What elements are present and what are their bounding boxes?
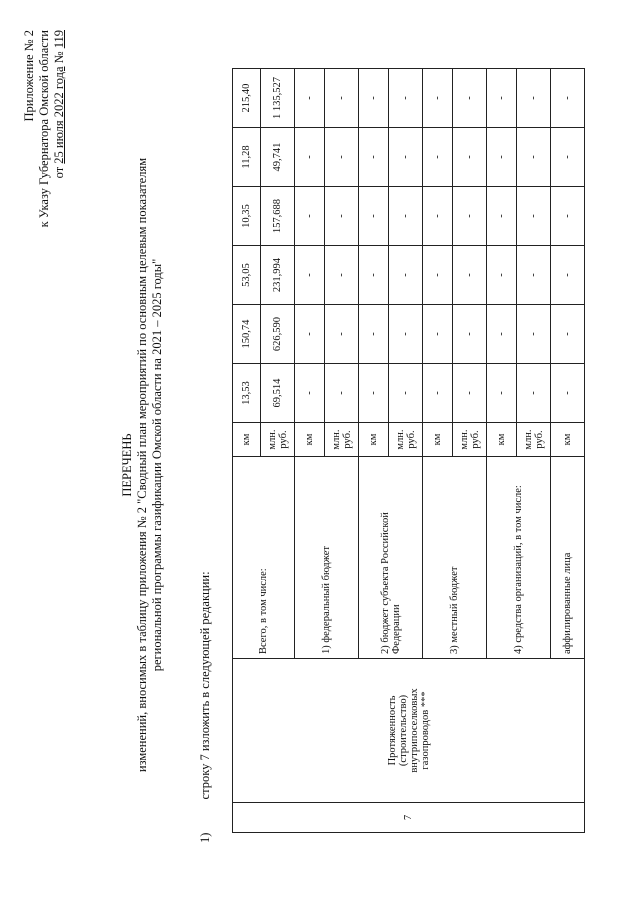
value-cell: - [325, 364, 359, 423]
indicator-cell: Протяженность (строительство) внутрипоселковых газопроводов *** [233, 659, 585, 803]
table-row [233, 69, 261, 833]
value-cell: - [487, 305, 517, 364]
value-cell: - [295, 305, 325, 364]
source-cell: аффилированные лица [551, 457, 585, 659]
document-heading: ПЕРЕЧЕНЬ [120, 433, 134, 497]
value-cell: - [389, 246, 423, 305]
value-cell: - [423, 187, 453, 246]
value-cell: - [517, 246, 551, 305]
value-cell: - [423, 246, 453, 305]
value-cell: - [325, 69, 359, 128]
value-cell: - [487, 187, 517, 246]
value-cell: - [359, 305, 389, 364]
row-number-cell: 7 [233, 803, 585, 833]
item-text: строку 7 изложить в следующей редакции: [198, 571, 212, 800]
value-cell: - [517, 364, 551, 423]
value-cell: - [295, 69, 325, 128]
source-cell: 2) бюджет субъекта Российской Федерации [359, 457, 423, 659]
value-cell: 157,688 [261, 187, 295, 246]
value-cell: - [551, 69, 585, 128]
value-cell: - [453, 69, 487, 128]
appendix-line3 [52, 30, 67, 227]
unit-cell: млн. руб. [325, 423, 359, 457]
value-cell: - [517, 128, 551, 187]
document-title-line3: региональной программы газификации Омской области на 2021 – 2025 годы" [150, 258, 164, 672]
unit-cell: км [487, 423, 517, 457]
value-cell: - [359, 364, 389, 423]
appendix-line2: к Указу Губернатора Омской области [37, 30, 51, 228]
value-cell: 49,741 [261, 128, 295, 187]
value-cell: - [551, 187, 585, 246]
value-cell: 11,28 [233, 128, 261, 187]
document-title-line2: изменений, вносимых в таблицу приложения № 2 "Сводный план мероприятий по основным целевым показателям [135, 157, 149, 773]
value-cell: 150,74 [233, 305, 261, 364]
unit-cell: млн. руб. [261, 423, 295, 457]
value-cell: - [453, 305, 487, 364]
value-cell: - [453, 246, 487, 305]
value-cell: - [295, 246, 325, 305]
value-cell: - [325, 246, 359, 305]
value-cell: 53,05 [233, 246, 261, 305]
value-cell: - [453, 187, 487, 246]
value-cell: - [551, 246, 585, 305]
unit-cell: млн. руб. [453, 423, 487, 457]
value-cell: 13,53 [233, 364, 261, 423]
value-cell: - [423, 128, 453, 187]
appendix-line1: Приложение № 2 [22, 30, 36, 122]
source-cell: 3) местный бюджет [423, 457, 487, 659]
source-cell: Всего, в том числе: [233, 457, 295, 659]
value-cell: - [423, 305, 453, 364]
amendment-item [198, 571, 213, 843]
appendix-number: 119 [52, 30, 66, 49]
value-cell: - [389, 364, 423, 423]
unit-cell: км [359, 423, 389, 457]
value-cell: - [487, 128, 517, 187]
value-cell: - [389, 187, 423, 246]
unit-cell: км [295, 423, 325, 457]
appendix-prefix: от [52, 163, 66, 179]
value-cell: - [423, 69, 453, 128]
value-cell: - [389, 128, 423, 187]
value-cell: 626,590 [261, 305, 295, 364]
unit-cell: млн. руб. [389, 423, 423, 457]
value-cell: - [325, 187, 359, 246]
value-cell: - [325, 305, 359, 364]
indicator-table [232, 68, 585, 833]
item-number: 1) [198, 832, 212, 843]
value-cell: - [359, 187, 389, 246]
appendix-header [22, 30, 67, 227]
value-cell: - [389, 69, 423, 128]
value-cell: - [487, 246, 517, 305]
source-cell: 1) федеральный бюджет [295, 457, 359, 659]
value-cell: - [359, 246, 389, 305]
value-cell: 215,40 [233, 69, 261, 128]
value-cell: - [551, 364, 585, 423]
unit-cell: км [423, 423, 453, 457]
value-cell: - [295, 128, 325, 187]
value-cell: - [487, 364, 517, 423]
value-cell: 231,994 [261, 246, 295, 305]
unit-cell: км [233, 423, 261, 457]
value-cell: - [389, 305, 423, 364]
value-cell: 1 135,527 [261, 69, 295, 128]
value-cell: - [517, 69, 551, 128]
value-cell: - [453, 364, 487, 423]
unit-cell: млн. руб. [517, 423, 551, 457]
value-cell: - [487, 69, 517, 128]
value-cell: - [359, 69, 389, 128]
value-cell: - [453, 128, 487, 187]
value-cell: - [325, 128, 359, 187]
unit-cell: км [551, 423, 585, 457]
value-cell: - [295, 364, 325, 423]
value-cell: - [517, 305, 551, 364]
source-cell: 4) средства организаций, в том числе: [487, 457, 551, 659]
value-cell: 10,35 [233, 187, 261, 246]
value-cell: - [359, 128, 389, 187]
value-cell: - [295, 187, 325, 246]
value-cell: - [517, 187, 551, 246]
value-cell: - [423, 364, 453, 423]
value-cell: - [551, 305, 585, 364]
value-cell: 69,514 [261, 364, 295, 423]
value-cell: - [551, 128, 585, 187]
appendix-date: 25 июля 2022 года [52, 66, 66, 164]
appendix-num-sign: № [52, 48, 66, 67]
